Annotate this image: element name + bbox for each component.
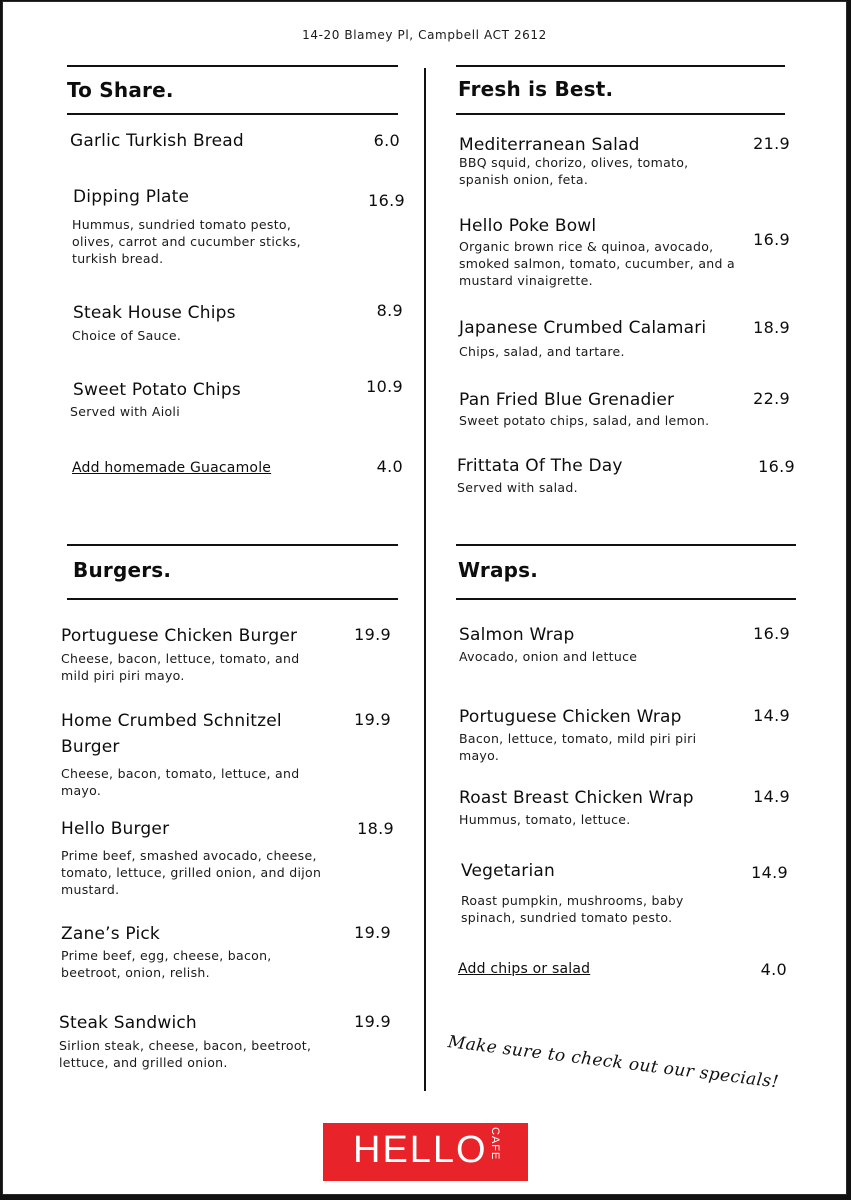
item-price-frittata-of-the-day: 16.9 <box>758 457 795 476</box>
addon-price-guacamole: 4.0 <box>376 457 403 476</box>
item-name-portuguese-chicken-burger: Portuguese Chicken Burger <box>61 626 298 646</box>
item-desc-salmon-wrap: Avocado, onion and lettuce <box>459 649 638 664</box>
item-desc-sweet-potato-chips: Served with Aioli <box>70 404 180 419</box>
wraps-bottom-rule <box>456 598 796 600</box>
item-desc-vegetarian: Roast pumpkin, mushrooms, baby spinach, sundried tomato pesto. <box>461 893 684 925</box>
item-desc-japanese-crumbed-calamari: Chips, salad, and tartare. <box>459 344 625 359</box>
addon-guacamole: Add homemade Guacamole <box>72 460 272 476</box>
item-name-roast-breast-chicken-wrap: Roast Breast Chicken Wrap <box>459 788 694 808</box>
address: 14-20 Blamey Pl, Campbell ACT 2612 <box>302 28 547 42</box>
item-name-steak-house-chips: Steak House Chips <box>73 303 236 323</box>
burgers-bottom-rule <box>67 598 398 600</box>
menu-page <box>3 2 846 1194</box>
item-name-home-crumbed-schnitzel-burger: Home Crumbed Schnitzel Burger <box>61 711 282 757</box>
item-desc-steak-house-chips: Choice of Sauce. <box>72 328 182 343</box>
item-price-portuguese-chicken-wrap: 14.9 <box>753 706 790 725</box>
item-desc-zanes-pick: Prime beef, egg, cheese, bacon, beetroot, onion, relish. <box>61 948 272 980</box>
item-price-hello-poke-bowl: 16.9 <box>753 230 790 249</box>
item-price-salmon-wrap: 16.9 <box>753 624 790 643</box>
item-desc-home-crumbed-schnitzel-burger: Cheese, bacon, tomato, lettuce, and mayo. <box>61 766 300 798</box>
item-desc-mediterranean-salad: BBQ squid, chorizo, olives, tomato, spanish onion, feta. <box>459 155 689 187</box>
item-name-zanes-pick: Zane’s Pick <box>61 924 160 944</box>
item-price-dipping-plate: 16.9 <box>368 191 405 210</box>
item-price-steak-sandwich: 19.9 <box>354 1012 391 1031</box>
item-price-steak-house-chips: 8.9 <box>376 301 403 320</box>
item-price-roast-breast-chicken-wrap: 14.9 <box>753 787 790 806</box>
item-desc-frittata-of-the-day: Served with salad. <box>457 480 578 495</box>
item-name-mediterranean-salad: Mediterranean Salad <box>459 135 640 155</box>
item-name-dipping-plate: Dipping Plate <box>73 187 190 207</box>
item-name-sweet-potato-chips: Sweet Potato Chips <box>73 380 241 400</box>
wraps-top-rule <box>456 544 796 546</box>
item-price-zanes-pick: 19.9 <box>354 923 391 942</box>
item-price-garlic-turkish-bread: 6.0 <box>373 131 400 150</box>
item-desc-hello-poke-bowl: Organic brown rice & quinoa, avocado, smoked salmon, tomato, cucumber, and a mustard vinaigrette. <box>459 239 735 288</box>
item-desc-dipping-plate: Hummus, sundried tomato pesto, olives, carrot and cucumber sticks, turkish bread. <box>72 217 301 266</box>
to-share-bottom-rule <box>67 113 398 115</box>
section-title-burgers: Burgers. <box>73 558 172 582</box>
item-name-pan-fried-blue-grenadier: Pan Fried Blue Grenadier <box>459 390 675 410</box>
logo-text: HELLO <box>353 1129 488 1171</box>
item-price-hello-burger: 18.9 <box>357 819 394 838</box>
item-desc-roast-breast-chicken-wrap: Hummus, tomato, lettuce. <box>459 812 631 827</box>
item-desc-pan-fried-blue-grenadier: Sweet potato chips, salad, and lemon. <box>459 413 710 428</box>
item-name-steak-sandwich: Steak Sandwich <box>59 1013 197 1033</box>
item-name-garlic-turkish-bread: Garlic Turkish Bread <box>70 131 244 151</box>
item-desc-hello-burger: Prime beef, smashed avocado, cheese, tomato, lettuce, grilled onion, and dijon mustard. <box>61 848 322 897</box>
item-name-hello-burger: Hello Burger <box>61 819 170 839</box>
item-desc-steak-sandwich: Sirlion steak, cheese, bacon, beetroot, lettuce, and grilled onion. <box>59 1038 312 1070</box>
item-name-vegetarian: Vegetarian <box>461 861 556 881</box>
section-title-fresh-is-best: Fresh is Best. <box>458 77 614 101</box>
fresh-top-rule <box>456 65 785 67</box>
item-price-japanese-crumbed-calamari: 18.9 <box>753 318 790 337</box>
specials-note: Make sure to check out our specials! <box>446 1032 780 1093</box>
burgers-top-rule <box>67 544 398 546</box>
item-name-japanese-crumbed-calamari: Japanese Crumbed Calamari <box>459 318 707 338</box>
addon-price-chips-or-salad: 4.0 <box>760 960 787 979</box>
item-desc-portuguese-chicken-wrap: Bacon, lettuce, tomato, mild piri piri mayo. <box>459 731 697 763</box>
item-price-pan-fried-blue-grenadier: 22.9 <box>753 389 790 408</box>
item-price-mediterranean-salad: 21.9 <box>753 134 790 153</box>
item-name-frittata-of-the-day: Frittata Of The Day <box>457 456 623 476</box>
column-divider <box>424 68 426 1091</box>
item-desc-portuguese-chicken-burger: Cheese, bacon, lettuce, tomato, and mild piri piri mayo. <box>61 651 300 683</box>
item-price-sweet-potato-chips: 10.9 <box>366 377 403 396</box>
fresh-bottom-rule <box>456 113 785 115</box>
hello-cafe-logo <box>323 1123 528 1181</box>
item-price-portuguese-chicken-burger: 19.9 <box>354 625 391 644</box>
item-name-hello-poke-bowl: Hello Poke Bowl <box>459 216 597 236</box>
section-title-to-share: To Share. <box>67 78 174 102</box>
logo-sub: CAFE <box>489 1127 501 1161</box>
item-price-vegetarian: 14.9 <box>751 863 788 882</box>
item-name-portuguese-chicken-wrap: Portuguese Chicken Wrap <box>459 707 682 727</box>
item-price-home-crumbed-schnitzel-burger: 19.9 <box>354 710 391 729</box>
item-name-salmon-wrap: Salmon Wrap <box>459 625 575 645</box>
to-share-top-rule <box>67 65 398 67</box>
section-title-wraps: Wraps. <box>458 558 539 582</box>
addon-chips-or-salad: Add chips or salad <box>458 961 591 977</box>
